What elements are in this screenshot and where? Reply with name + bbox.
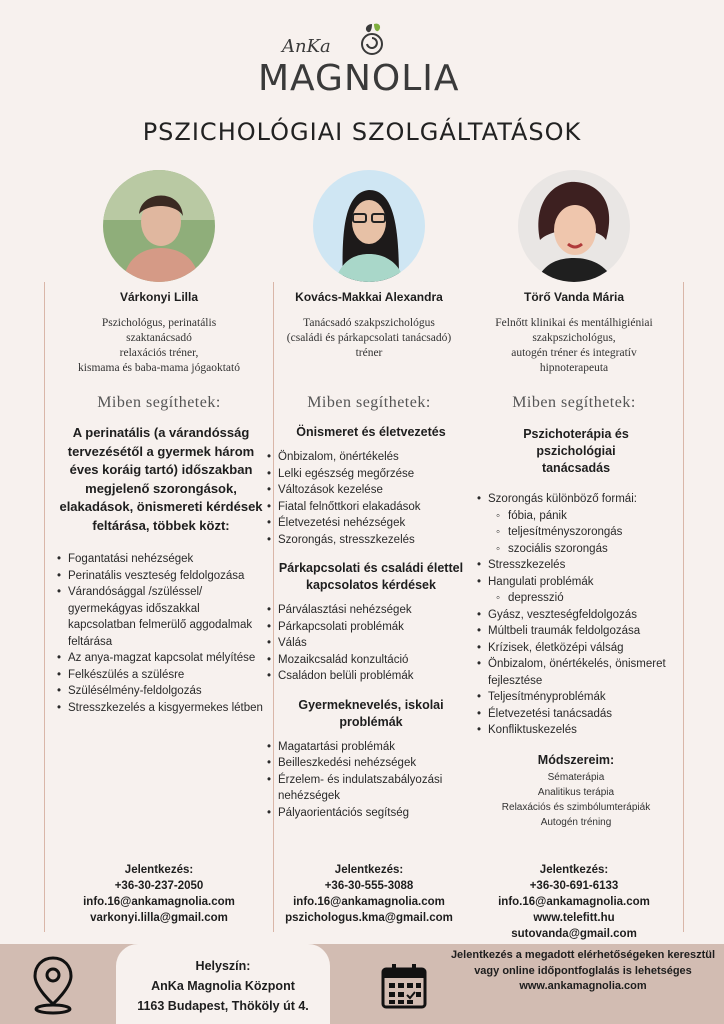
person-column-1 [44, 170, 274, 940]
divider [44, 282, 45, 932]
list-item: • Magatartási problémák [264, 739, 478, 756]
person-role [470, 316, 678, 376]
role-line: tréner [355, 347, 383, 359]
email-link[interactable]: info.16@ankamagnolia.com [293, 896, 445, 908]
divider [683, 282, 684, 932]
website-link[interactable]: www.ankamagnolia.com [519, 980, 647, 992]
location-label: Helyszín: [195, 959, 251, 973]
booking-text: Jelentkezés a megadott elérhetőségeken keresztül vagy online időpontfoglalás is lehetséges [450, 949, 716, 977]
list-item: • Fiatal felnőttkori elakadások [264, 499, 478, 516]
avatar [518, 170, 630, 282]
person-role [50, 316, 268, 376]
method-item: Analitikus terápia [537, 786, 615, 798]
contact-label: Jelentkezés: [539, 864, 609, 876]
list-item: • Gyász, veszteségfeldolgozás [474, 607, 678, 624]
person-name: Várkonyi Lilla [119, 290, 199, 304]
person-column-2 [254, 170, 484, 940]
role-line: szakpszichológus, [532, 332, 616, 344]
methods-block [474, 753, 678, 830]
list-item: • Válás [264, 635, 478, 652]
list-item: ◦ szociális szorongás [474, 541, 678, 558]
list-item: • Szorongás, stresszkezelés [264, 532, 478, 549]
map-pin-icon [28, 954, 78, 1016]
contact-block [44, 862, 274, 926]
person-name: Kovács-Makkai Alexandra [295, 290, 443, 304]
role-line: Tanácsadó szakpszichológus [303, 317, 435, 329]
list-item: • Várandósággal /szüléssel/ gyermekágyas időszakkal kapcsolatban felmerülő aggodalmak feltárása [54, 584, 268, 650]
website-link[interactable]: www.telefitt.hu [533, 912, 615, 924]
list-item: • Felkészülés a szülésre [54, 667, 268, 684]
role-line: (családi és párkapcsolati tanácsadó) [286, 332, 452, 344]
contact-label: Jelentkezés: [334, 864, 404, 876]
service-list [54, 551, 268, 716]
help-heading: Miben segíthetek: [307, 394, 431, 411]
logo-small-text: AnKa [282, 36, 331, 57]
email-link[interactable]: info.16@ankamagnolia.com [83, 896, 235, 908]
services-block [264, 424, 478, 821]
list-item: • Érzelem- és indulatszabályozási nehézségek [264, 772, 478, 805]
list-item: • Pályaorientációs segítség [264, 805, 478, 822]
person-column-3 [464, 170, 684, 940]
list-item: • Perinatális veszteség feldolgozása [54, 568, 268, 585]
service-list [264, 739, 478, 822]
logo-big-text: MAGNOLIA [258, 58, 460, 99]
method-item: Sématerápia [547, 771, 605, 783]
methods-title: Módszereim: [537, 752, 615, 767]
section-title: Önismeret és életvezetés [296, 425, 446, 439]
list-item: • Beilleszkedési nehézségek [264, 755, 478, 772]
role-line: relaxációs tréner, [119, 347, 199, 359]
list-item: • Szorongás különböző formái: [474, 491, 678, 508]
list-item: • Lelki egészség megőrzése [264, 466, 478, 483]
service-list [264, 602, 478, 685]
list-item: • Az anya-magzat kapcsolat mélyítése [54, 650, 268, 667]
email-link[interactable]: sutovanda@gmail.com [511, 928, 637, 940]
footer-note [448, 948, 718, 995]
magnolia-logo-icon [352, 20, 392, 60]
role-line: kismama és baba-mama jógaoktató [78, 362, 240, 374]
list-item: ◦ depresszió [474, 590, 678, 607]
section-title: Pszichoterápia és pszichológiai tanácsadás [523, 427, 629, 475]
role-line: szaktanácsadó [126, 332, 192, 344]
avatar [103, 170, 215, 282]
contact-block [464, 862, 684, 942]
phone-link[interactable]: +36-30-237-2050 [114, 880, 204, 892]
list-item: • Életvezetési tanácsadás [474, 706, 678, 723]
role-line: hipnoterapeuta [539, 362, 609, 374]
list-item: • Önbizalom, önértékelés [264, 449, 478, 466]
list-item: • Fogantatási nehézségek [54, 551, 268, 568]
list-item: • Hangulati problémák [474, 574, 678, 591]
avatar [313, 170, 425, 282]
help-heading: Miben segíthetek: [97, 394, 221, 411]
services-block [474, 426, 678, 830]
service-list [474, 491, 678, 739]
intro-text: A perinatális (a várandósság tervezésétől a gyermek három éves koráig tartó) időszakban megjelenő szorongások, elakadások, önismereti kérdések feltárása, többek közt: [59, 425, 263, 533]
page-title: PSZICHOLÓGIAI SZOLGÁLTATÁSOK [142, 118, 582, 146]
list-item: • Párkapcsolati problémák [264, 619, 478, 636]
list-item: • Családon belüli problémák [264, 668, 478, 685]
section-title: Párkapcsolati és családi élettel kapcsolatos kérdések [278, 561, 464, 592]
person-role [260, 316, 478, 361]
list-item: • Stresszkezelés [474, 557, 678, 574]
list-item: • Múltbeli traumák feldolgozása [474, 623, 678, 640]
phone-link[interactable]: +36-30-555-3088 [324, 880, 414, 892]
calendar-icon [380, 962, 428, 1010]
email-link[interactable]: info.16@ankamagnolia.com [498, 896, 650, 908]
help-heading: Miben segíthetek: [512, 394, 636, 411]
service-list [264, 449, 478, 548]
list-item: ◦ teljesítményszorongás [474, 524, 678, 541]
method-item: Relaxációs és szimbólumterápiák [501, 801, 651, 813]
services-block [54, 424, 268, 716]
method-item: Autogén tréning [540, 816, 612, 828]
section-title: Gyermeknevelés, iskolai problémák [298, 697, 444, 729]
phone-link[interactable]: +36-30-691-6133 [529, 880, 619, 892]
header [0, 0, 724, 160]
list-item: • Teljesítményproblémák [474, 689, 678, 706]
list-item: • Szülésélmény-feldolgozás [54, 683, 268, 700]
location-box [116, 944, 330, 1024]
footer [0, 944, 724, 1024]
list-item: • Párválasztási nehézségek [264, 602, 478, 619]
list-item: ◦ fóbia, pánik [474, 508, 678, 525]
location-address: 1163 Budapest, Thököly út 4. [137, 999, 309, 1013]
email-link[interactable]: varkonyi.lilla@gmail.com [90, 912, 228, 924]
email-link[interactable]: pszichologus.kma@gmail.com [285, 912, 453, 924]
role-line: autogén tréner és integratív [511, 347, 637, 359]
role-line: Pszichológus, perinatális [101, 317, 217, 329]
list-item: • Önbizalom, önértékelés, önismeret fejlesztése [474, 656, 678, 689]
role-line: Felnőtt klinikai és mentálhigiéniai [495, 317, 653, 329]
list-item: • Életvezetési nehézségek [264, 515, 478, 532]
list-item: • Krízisek, életközépi válság [474, 640, 678, 657]
person-name: Törő Vanda Mária [523, 290, 625, 304]
list-item: • Konfliktuskezelés [474, 722, 678, 739]
list-item: • Változások kezelése [264, 482, 478, 499]
contact-block [254, 862, 484, 926]
list-item: • Stresszkezelés a kisgyermekes létben [54, 700, 268, 717]
contact-label: Jelentkezés: [124, 864, 194, 876]
location-name: AnKa Magnolia Központ [151, 979, 295, 993]
list-item: • Mozaikcsalád konzultáció [264, 652, 478, 669]
